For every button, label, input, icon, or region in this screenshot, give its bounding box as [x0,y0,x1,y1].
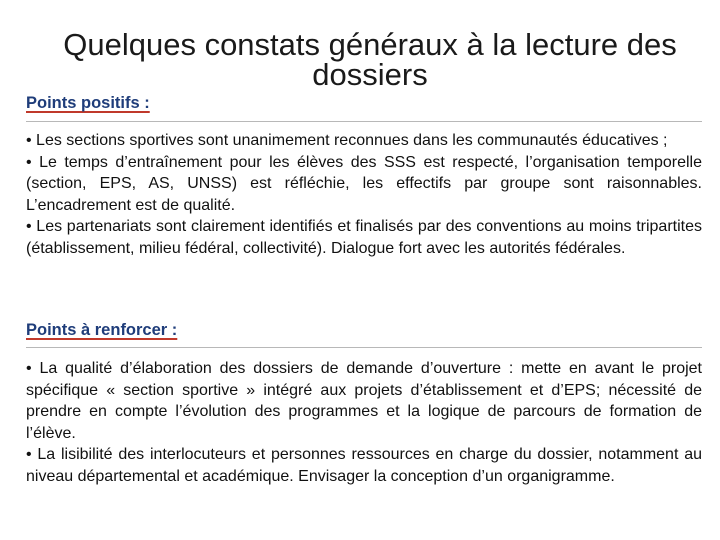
section-divider [26,347,702,348]
section-heading-positifs: Points positifs : [26,94,150,112]
list-item: • La qualité d’élaboration des dossiers de demande d’ouverture : mette en avant le projet spécifique « section sportive » intégré aux projets d’établissement et d’EPS; nécessité de prendre en compte l’évolution des programmes et la logique de parcours de formation de l’élève. [26,360,702,442]
positifs-list [26,130,702,259]
list-item: • Le temps d’entraînement pour les élèves des SSS est respecté, l’organisation temporelle (section, EPS, AS, UNSS) est réfléchie, les effectifs par groupe sont raisonnables. L’encadrement est de qualité. [26,153,702,214]
section-divider [26,121,702,122]
section-heading-renforcer: Points à renforcer : [26,321,178,339]
list-item: • Les partenariats sont clairement identifiés et finalisés par des conventions au moins tripartites (établissement, milieu fédéral, collectivité). Dialogue fort avec les autorités fédérales. [26,218,702,257]
slide-title: Quelques constats généraux à la lecture des dossiers [63,27,677,92]
list-item: • La lisibilité des interlocuteurs et personnes ressources en charge du dossier, notamment au niveau départemental et académique. Envisager la conception d’un organigramme. [26,446,702,485]
list-item: • Les sections sportives sont unanimement reconnues dans les communautés éducatives ; [26,132,668,149]
renforcer-list [26,358,702,487]
